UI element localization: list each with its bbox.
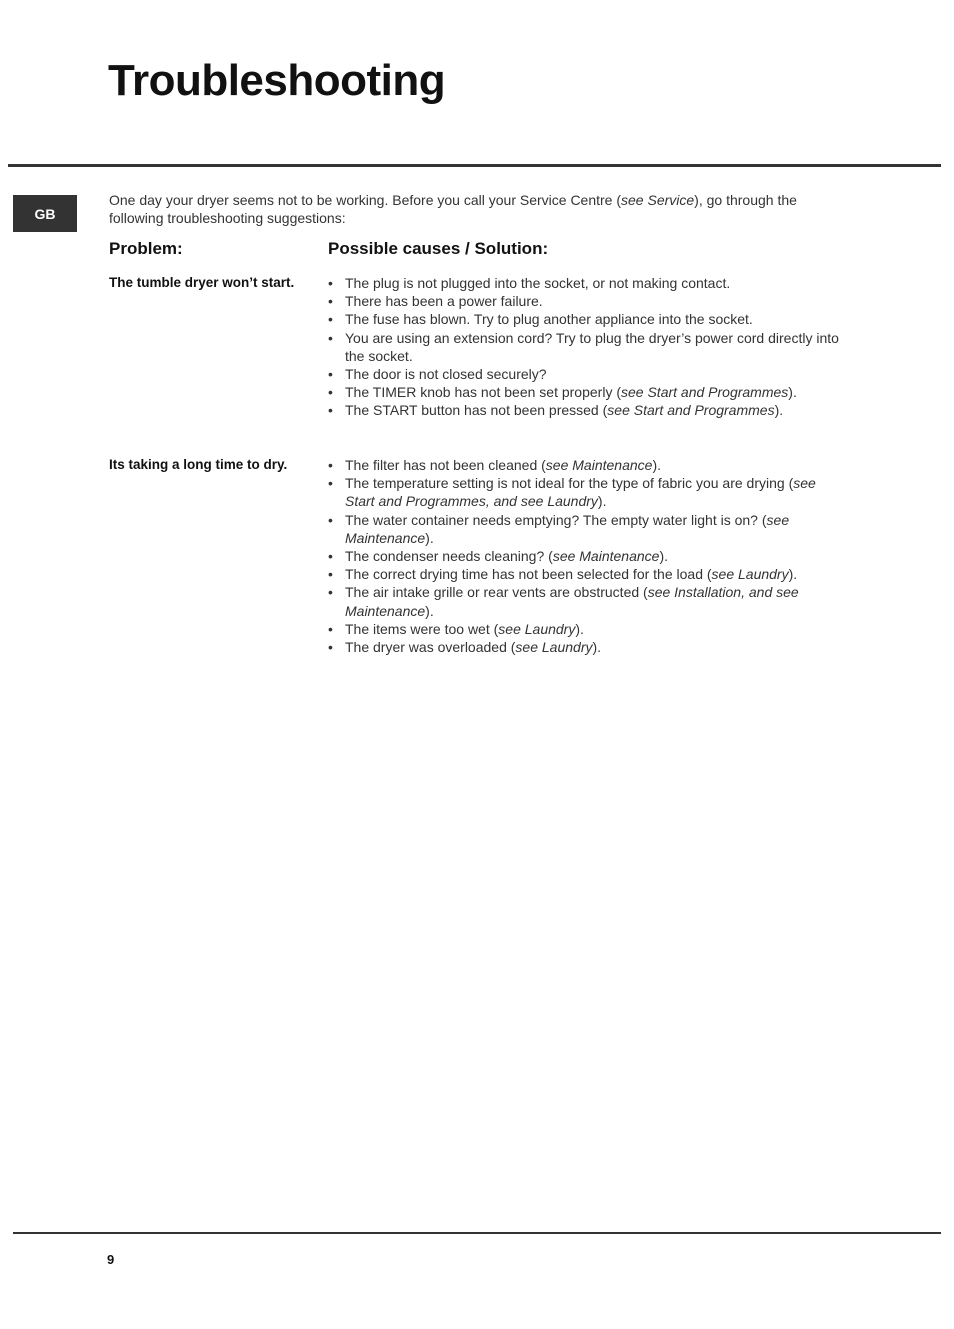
bullet-icon: • <box>328 384 333 401</box>
solution-text-end: ). <box>425 529 434 546</box>
page-title: Troubleshooting <box>108 56 446 105</box>
solution-item <box>328 474 848 510</box>
intro-text: One day your dryer seems not to be working. Before you call your Service Centre ( <box>109 192 622 208</box>
solution-text-end: ). <box>788 384 797 401</box>
problem-title: The tumble dryer won’t start. <box>109 275 295 290</box>
bullet-icon: • <box>328 275 333 291</box>
solution-text: The door is not closed securely? <box>345 366 547 383</box>
solution-reference: see Laundry <box>515 639 593 656</box>
solution-text-end: ). <box>788 566 798 583</box>
solution-item <box>328 365 848 383</box>
solution-text-end: ). <box>592 639 602 656</box>
bottom-divider <box>13 1232 941 1234</box>
solution-text: The plug is not plugged into the socket, or not making contact. <box>345 275 731 291</box>
bullet-icon: • <box>328 329 333 346</box>
solution-text: The correct drying time has not been selected for the load ( <box>345 566 712 583</box>
bullet-icon: • <box>328 457 333 473</box>
bullet-icon: • <box>328 639 333 656</box>
solution-item <box>328 274 848 292</box>
solution-reference: see Maintenance <box>552 548 660 565</box>
solution-text: The water container needs emptying? The empty water light is on? ( <box>345 511 767 528</box>
solution-item <box>328 383 848 401</box>
top-divider <box>8 164 941 167</box>
bullet-icon: • <box>328 366 333 383</box>
solution-item <box>328 547 848 565</box>
solution-text-end: ). <box>425 602 434 619</box>
bullet-icon: • <box>328 584 333 601</box>
intro-reference: see Service <box>621 192 695 208</box>
solution-text: The dryer was overloaded ( <box>345 639 516 656</box>
solution-text: The filter has not been cleaned ( <box>345 457 546 473</box>
bullet-icon: • <box>328 511 333 528</box>
solution-reference: see Start and Programmes, and see Laundry <box>345 475 816 510</box>
bullet-icon: • <box>328 475 333 492</box>
solution-text-end: ). <box>652 457 661 473</box>
solution-text-end: ). <box>774 402 784 419</box>
solution-item <box>328 620 848 638</box>
solution-text: You are using an extension cord? Try to plug the dryer’s power cord directly into the socket. <box>345 329 839 364</box>
solution-text-end: ). <box>597 493 607 510</box>
solution-text: The air intake grille or rear vents are obstructed ( <box>345 584 648 601</box>
solution-text: There has been a power failure. <box>345 293 543 310</box>
page-number: 9 <box>107 1252 115 1267</box>
intro-paragraph <box>109 191 839 227</box>
solution-text-end: ). <box>659 548 669 565</box>
solution-reference: see Installation, and see Maintenance <box>345 584 799 619</box>
solution-reference: see Maintenance <box>545 457 653 473</box>
solution-text-end: ). <box>575 620 584 637</box>
bullet-icon: • <box>328 566 333 583</box>
solution-reference: see Laundry <box>498 620 576 637</box>
intro-text-end: ), go through the following troubleshooting suggestions: <box>109 192 797 226</box>
solution-text: The fuse has blown. Try to plug another appliance into the socket. <box>345 311 753 328</box>
problem-title: Its taking a long time to dry. <box>109 457 288 472</box>
solution-item <box>328 310 848 328</box>
bullet-icon: • <box>328 620 333 637</box>
solution-list <box>328 456 848 656</box>
solution-text: The TIMER knob has not been set properly ( <box>345 384 621 401</box>
language-tab <box>13 195 77 232</box>
solution-item <box>328 638 848 656</box>
solution-reference: see Start and Programmes <box>621 384 789 401</box>
bullet-icon: • <box>328 311 333 328</box>
solution-item <box>328 401 848 419</box>
solution-text: The items were too wet ( <box>345 620 499 637</box>
solution-item <box>328 456 848 474</box>
problem-column-header: Problem: <box>109 239 183 258</box>
solution-text: The condenser needs cleaning? ( <box>345 548 553 565</box>
solution-reference: see Maintenance <box>345 511 790 546</box>
solution-text: The START button has not been pressed ( <box>345 402 608 419</box>
solution-reference: see Start and Programmes <box>607 402 775 419</box>
solution-item <box>328 511 848 547</box>
solution-item <box>328 565 848 583</box>
bullet-icon: • <box>328 293 333 310</box>
solution-item <box>328 292 848 310</box>
bullet-icon: • <box>328 548 333 565</box>
solution-item <box>328 583 848 619</box>
bullet-icon: • <box>328 402 333 419</box>
language-tab-label: GB <box>34 205 56 222</box>
solution-reference: see Laundry <box>711 566 789 583</box>
solution-list <box>328 274 848 420</box>
solution-item <box>328 329 848 365</box>
solution-text: The temperature setting is not ideal for the type of fabric you are drying ( <box>345 475 794 492</box>
solution-column-header: Possible causes / Solution: <box>328 239 549 258</box>
